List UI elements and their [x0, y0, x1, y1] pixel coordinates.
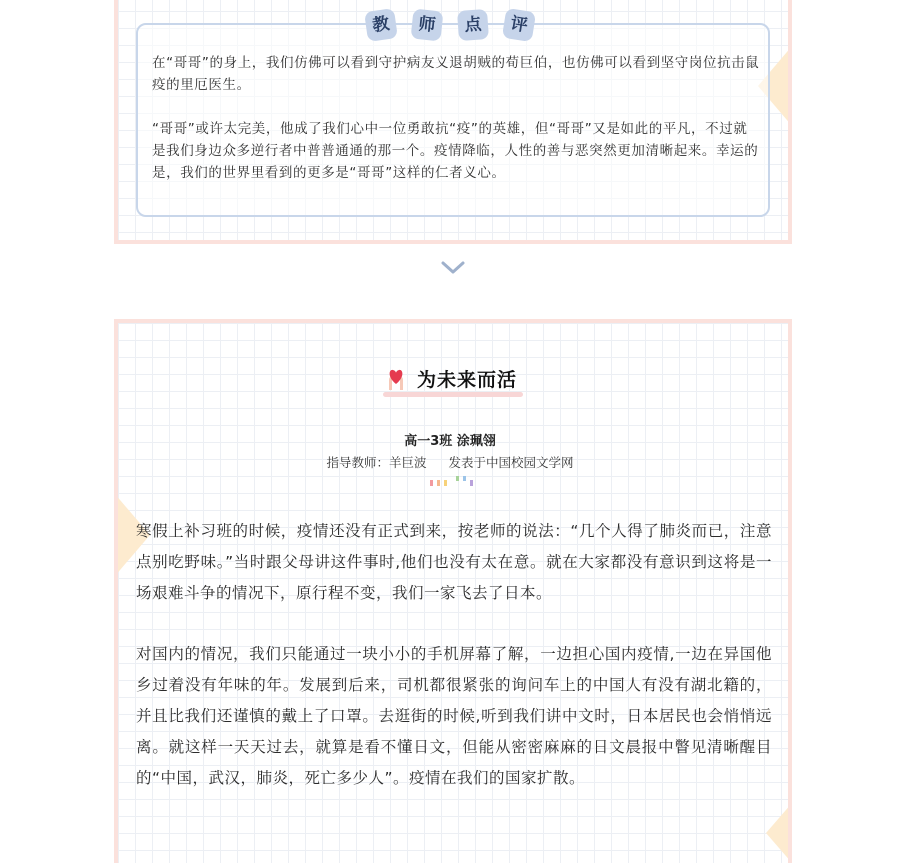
decorative-color-bars	[430, 475, 478, 489]
article-title: 为未来而活	[416, 369, 517, 391]
instructor-label: 指导教师：羊巨波	[326, 455, 427, 470]
article-title-row	[0, 365, 900, 392]
article-body	[136, 516, 772, 824]
tag-char: 评	[502, 8, 536, 42]
title-underline	[383, 392, 523, 397]
comment-text	[152, 52, 760, 206]
publication-label: 发表于中国校园文学网	[448, 455, 574, 470]
tag-char: 师	[411, 9, 444, 42]
heart-hands-icon	[383, 366, 409, 392]
teacher-comment-tag	[366, 10, 534, 40]
comment-paragraph: “哥哥”或许太完美，他成了我们心中一位勇敢抗“疫”的英雄，但“哥哥”又是如此的平凡，不过就是我们身边众多逆行者中普普通通的那一个。疫情降临，人性的善与恶突然更加清晰起来。幸运的是，我们的世界里看到的更多是“哥哥”这样的仁者义心。	[152, 121, 759, 181]
author-line: 高一3班 涂珮翎	[404, 434, 496, 449]
tag-char: 点	[457, 9, 489, 41]
byline	[0, 453, 900, 471]
tag-char: 教	[364, 8, 398, 42]
chevron-down-icon	[440, 258, 466, 278]
article-paragraph: 对国内的情况，我们只能通过一块小小的手机屏幕了解，一边担心国内疫情,一边在异国他乡过着没有年味的年。发展到后来，司机都很紧张的询问车上的中国人有没有湖北籍的，并且比我们还谨慎的戴上了口罩。去逛街的时候,听到我们讲中文时，日本居民也会悄悄远离。就这样一天天过去，就算是看不懂日文，但能从密密麻麻的日文晨报中瞥见清晰醒目的“中国，武汉，肺炎，死亡多少人”。疫情在我们的国家扩散。	[136, 645, 772, 787]
article-paragraph: 寒假上补习班的时候，疫情还没有正式到来，按老师的说法：“几个人得了肺炎而已，注意点别吃野味。”当时跟父母讲这件事时,他们也没有太在意。就在大家都没有意识到这将是一场艰难斗争的情况下，原行程不变，我们一家飞去了日本。	[136, 522, 772, 602]
comment-paragraph: 在“哥哥”的身上，我们仿佛可以看到守护病友义退胡贼的荀巨伯，也仿佛可以看到坚守岗位抗击鼠疫的里厄医生。	[152, 55, 760, 93]
